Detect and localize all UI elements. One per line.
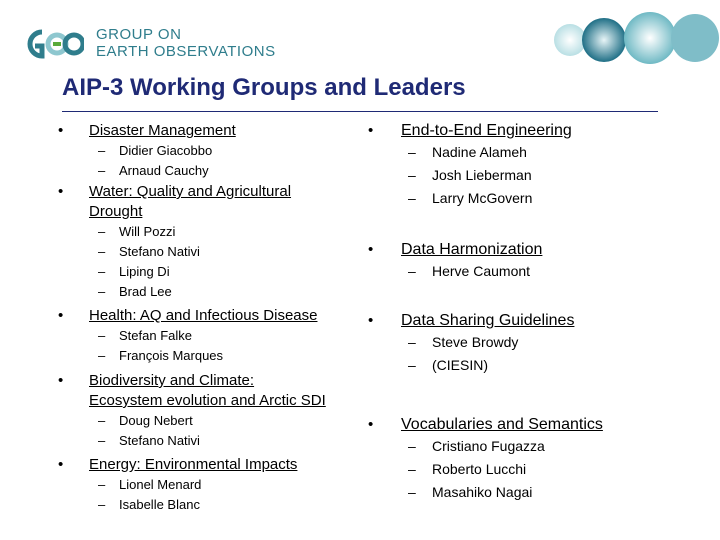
leader-name: Larry McGovern xyxy=(432,190,533,206)
leader-item xyxy=(368,458,668,481)
group-heading xyxy=(58,371,358,411)
dash-icon: – xyxy=(408,357,416,373)
bullet-icon: • xyxy=(58,122,64,139)
decorative-circles xyxy=(550,8,720,70)
geo-logo-mark xyxy=(24,24,84,64)
group-heading xyxy=(58,455,358,475)
leader-item xyxy=(58,141,358,161)
leader-name: Herve Caumont xyxy=(432,263,531,279)
group-name: Data Sharing Guidelines xyxy=(401,312,575,329)
leader-name: Doug Nebert xyxy=(119,413,193,428)
working-group xyxy=(58,182,358,302)
working-group xyxy=(368,240,668,283)
dash-icon: – xyxy=(98,328,106,343)
bullet-icon: • xyxy=(58,456,64,473)
leader-name: François Marques xyxy=(119,348,224,363)
leader-item xyxy=(58,161,358,181)
leader-list xyxy=(58,222,358,302)
leader-item xyxy=(58,222,358,242)
group-name: Biodiversity and Climate: Ecosystem evolution and Arctic SDI xyxy=(89,372,326,409)
dash-icon: – xyxy=(98,264,106,279)
dash-icon: – xyxy=(408,484,416,500)
leader-item xyxy=(58,475,358,495)
dash-icon: – xyxy=(98,433,106,448)
leader-name: Lionel Menard xyxy=(119,477,202,492)
dash-icon: – xyxy=(98,284,106,299)
leader-item xyxy=(58,326,358,346)
bullet-icon: • xyxy=(368,122,374,139)
dash-icon: – xyxy=(408,190,416,206)
bullet-icon: • xyxy=(58,307,64,324)
leader-item xyxy=(368,435,668,458)
group-name: End-to-End Engineering xyxy=(401,122,572,139)
dash-icon: – xyxy=(408,263,416,279)
leader-name: Liping Di xyxy=(119,264,170,279)
group-heading xyxy=(368,121,668,141)
bullet-icon: • xyxy=(368,312,374,329)
leader-name: Brad Lee xyxy=(119,284,172,299)
leader-list xyxy=(58,141,358,181)
working-group xyxy=(58,371,358,451)
leader-name: Stefano Nativi xyxy=(119,433,200,448)
bullet-icon: • xyxy=(58,372,64,389)
leader-item xyxy=(58,282,358,302)
leader-name: Stefano Nativi xyxy=(119,244,200,259)
logo-line-1: GROUP ON xyxy=(96,26,182,43)
leader-name: Josh Lieberman xyxy=(432,167,532,183)
group-name: Data Harmonization xyxy=(401,241,543,258)
working-group xyxy=(58,455,358,515)
group-heading xyxy=(58,306,358,326)
leader-item xyxy=(58,495,358,515)
leader-name: Masahiko Nagai xyxy=(432,484,533,500)
slide-title: AIP-3 Working Groups and Leaders xyxy=(62,74,466,101)
dash-icon: – xyxy=(408,461,416,477)
working-group xyxy=(58,121,358,181)
group-name: Health: AQ and Infectious Disease xyxy=(89,307,318,324)
group-name: Water: Quality and Agricultural Drought xyxy=(89,183,292,220)
leader-list xyxy=(368,435,668,504)
leader-name: (CIESIN) xyxy=(432,357,488,373)
leader-item xyxy=(368,354,668,377)
leader-name: Steve Browdy xyxy=(432,334,519,350)
logo-wordmark xyxy=(96,26,276,60)
group-heading xyxy=(368,240,668,260)
dash-icon: – xyxy=(98,244,106,259)
dash-icon: – xyxy=(98,348,106,363)
leader-list xyxy=(58,326,358,366)
leader-name: Will Pozzi xyxy=(119,224,176,239)
title-divider xyxy=(62,111,658,112)
leader-item xyxy=(58,431,358,451)
leader-name: Arnaud Cauchy xyxy=(119,163,209,178)
leader-list xyxy=(58,475,358,515)
leader-name: Isabelle Blanc xyxy=(119,497,200,512)
group-heading xyxy=(368,415,668,435)
bullet-icon: • xyxy=(368,416,374,433)
dash-icon: – xyxy=(408,334,416,350)
group-heading xyxy=(368,311,668,331)
leader-list xyxy=(368,260,668,283)
dash-icon: – xyxy=(98,224,106,239)
working-group xyxy=(58,306,358,366)
dash-icon: – xyxy=(98,477,106,492)
leader-item xyxy=(368,331,668,354)
leader-item xyxy=(58,262,358,282)
leader-name: Nadine Alameh xyxy=(432,144,527,160)
working-group xyxy=(368,121,668,210)
leader-list xyxy=(368,141,668,210)
dash-icon: – xyxy=(98,497,106,512)
group-heading xyxy=(58,121,358,141)
dash-icon: – xyxy=(408,438,416,454)
dash-icon: – xyxy=(408,167,416,183)
leader-list xyxy=(368,331,668,377)
leader-item xyxy=(368,481,668,504)
working-group xyxy=(368,415,668,504)
bullet-icon: • xyxy=(58,183,64,200)
leader-item xyxy=(58,242,358,262)
leader-item xyxy=(368,141,668,164)
group-heading xyxy=(58,182,358,222)
leader-name: Stefan Falke xyxy=(119,328,192,343)
logo-line-2: EARTH OBSERVATIONS xyxy=(96,43,276,60)
group-name: Vocabularies and Semantics xyxy=(401,416,603,433)
leader-name: Roberto Lucchi xyxy=(432,461,527,477)
group-name: Energy: Environmental Impacts xyxy=(89,456,298,473)
working-group xyxy=(368,311,668,377)
leader-name: Cristiano Fugazza xyxy=(432,438,545,454)
dash-icon: – xyxy=(408,144,416,160)
dash-icon: – xyxy=(98,163,106,178)
leader-item xyxy=(58,411,358,431)
leader-item xyxy=(368,260,668,283)
leader-item xyxy=(58,346,358,366)
dash-icon: – xyxy=(98,413,106,428)
leader-name: Didier Giacobbo xyxy=(119,143,213,158)
group-name: Disaster Management xyxy=(89,122,236,139)
leader-list xyxy=(58,411,358,451)
leader-item xyxy=(368,187,668,210)
dash-icon: – xyxy=(98,143,106,158)
leader-item xyxy=(368,164,668,187)
bullet-icon: • xyxy=(368,241,374,258)
